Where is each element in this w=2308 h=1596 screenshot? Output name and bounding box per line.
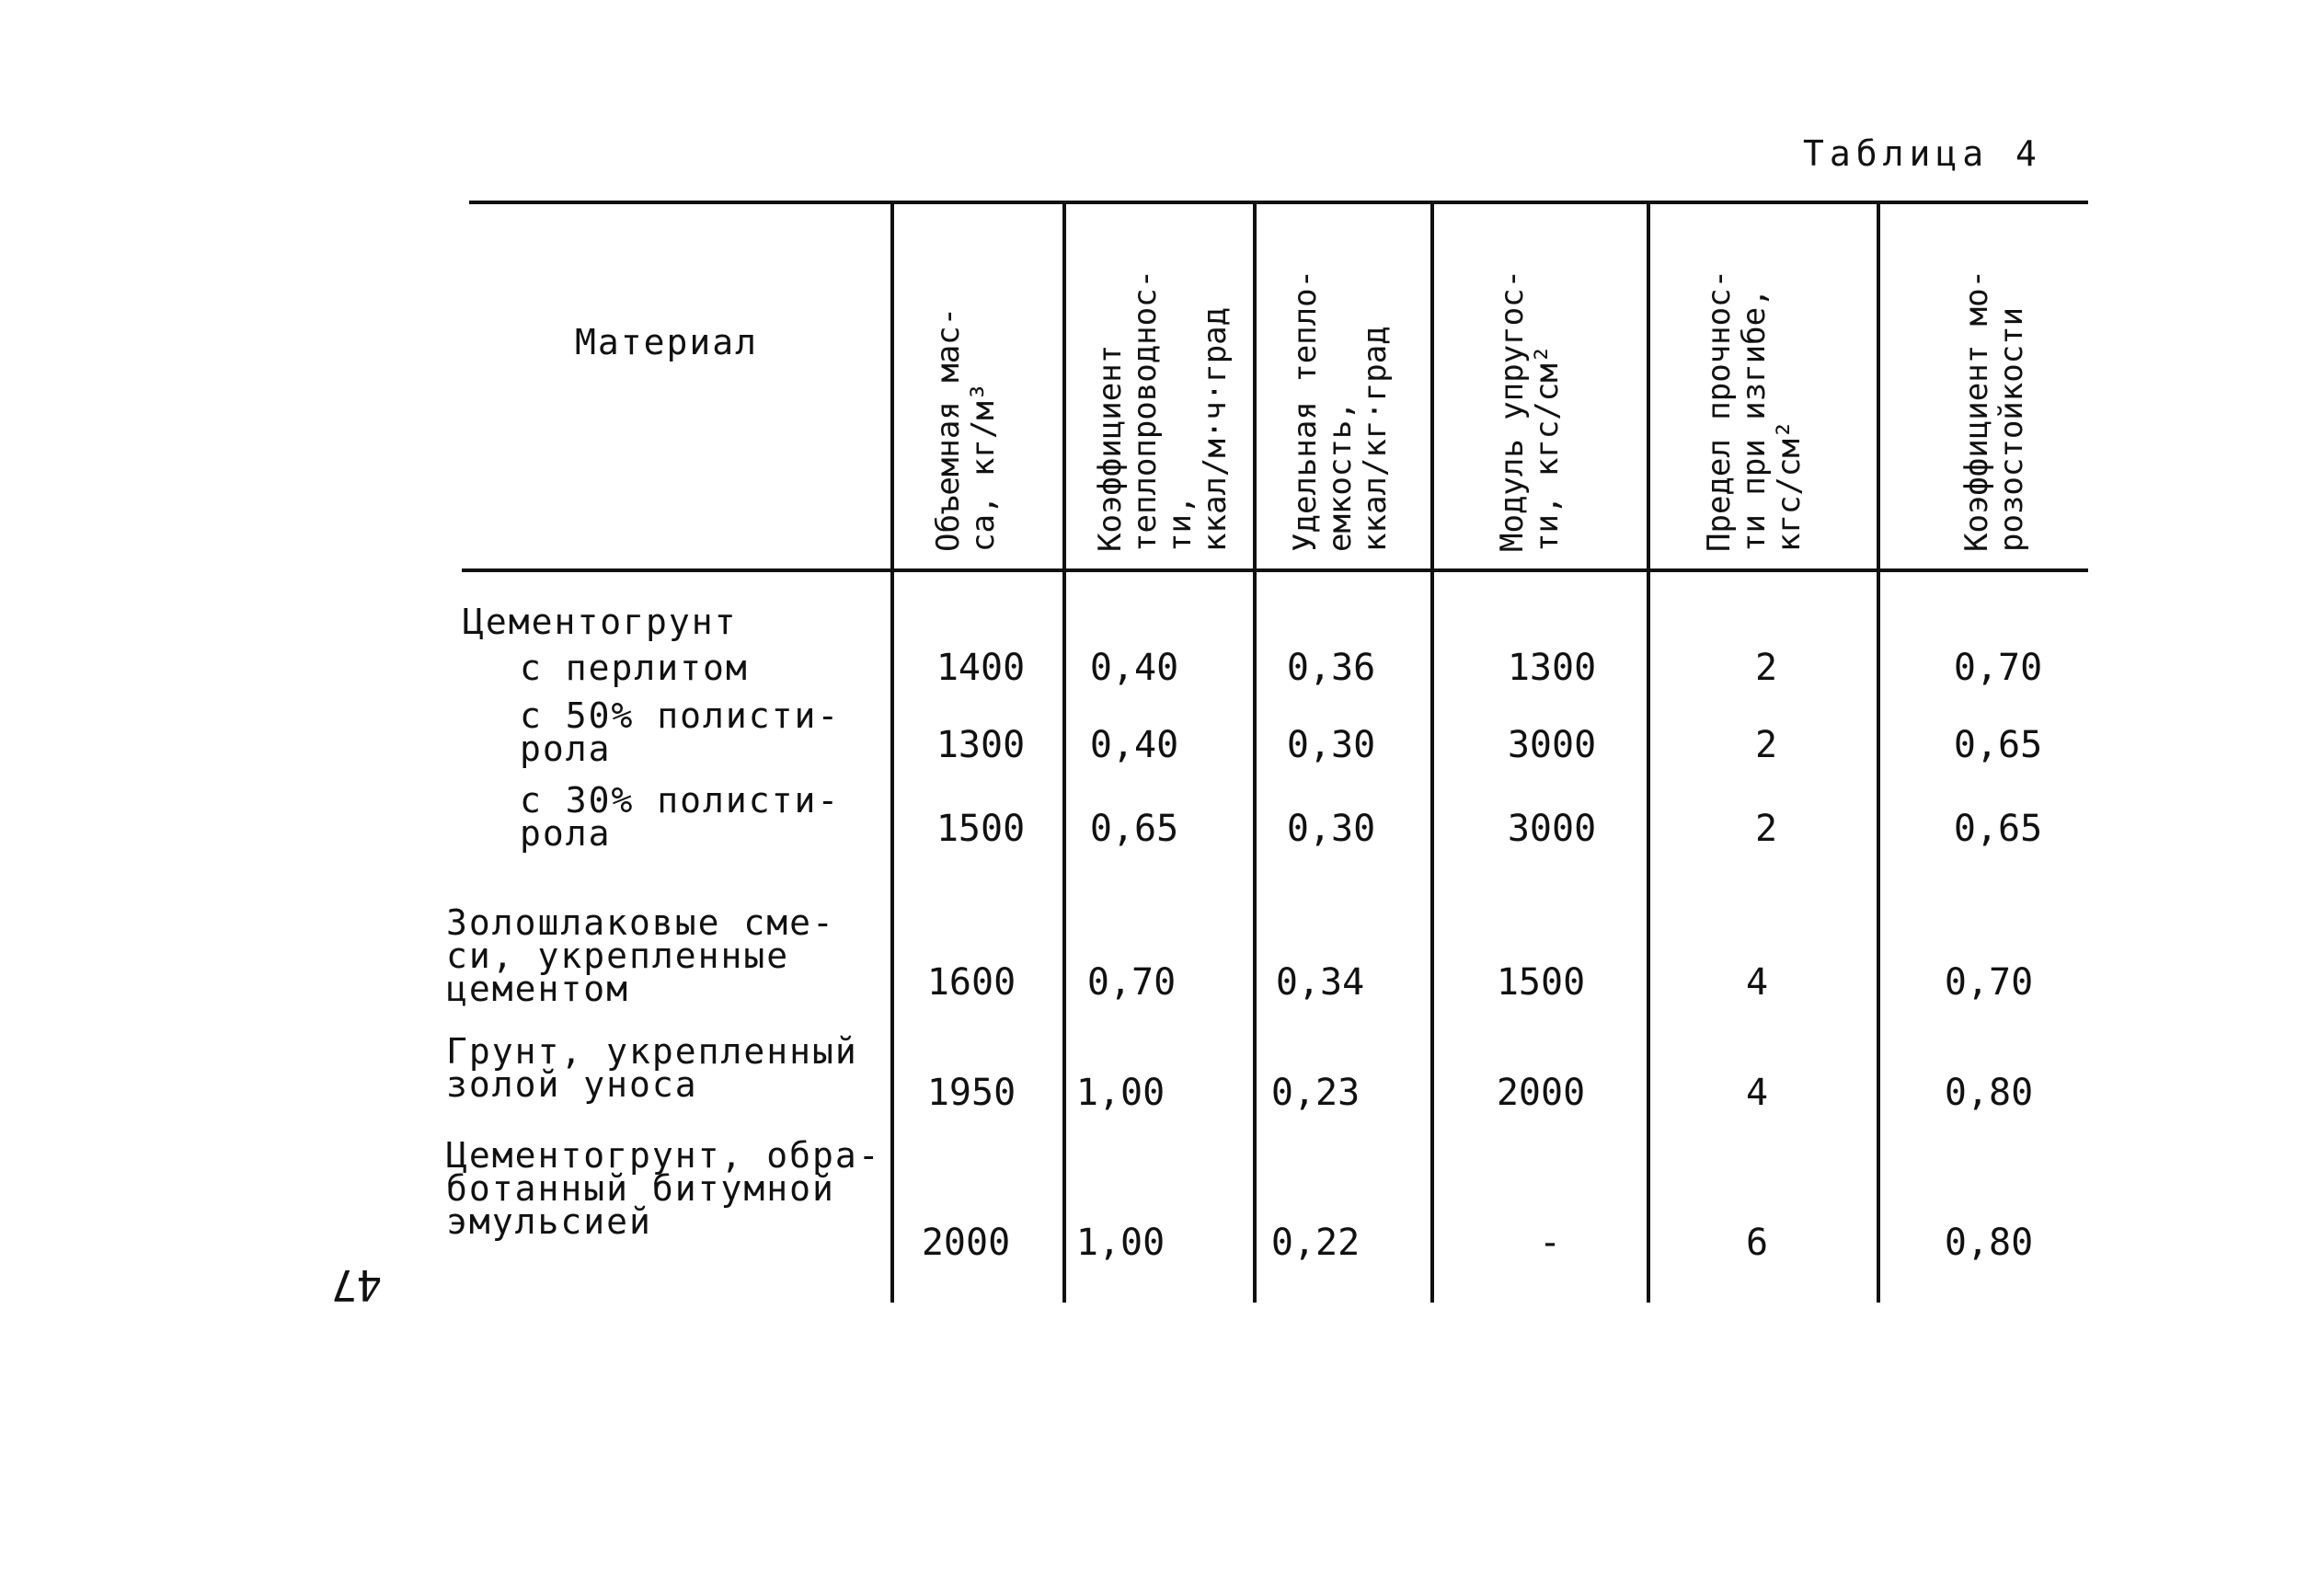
value-cell: 0,70 bbox=[1086, 961, 1177, 1004]
material-name: Золошлаковые сме- си, укрепленные цементом bbox=[446, 902, 835, 1009]
header-line: емкость, bbox=[1322, 401, 1359, 552]
value-cell: 0,65 bbox=[1953, 808, 2043, 850]
material-name: Грунт, укрепленный золой уноса bbox=[446, 1031, 858, 1105]
header-line: Предел прочнос- bbox=[1701, 269, 1738, 552]
header-line: ккал/кг·град bbox=[1357, 326, 1394, 552]
header-line: ти при изгибе, bbox=[1736, 288, 1773, 552]
material-name: с 30% полисти- рола bbox=[520, 780, 841, 854]
value-cell: 3000 bbox=[1507, 724, 1597, 766]
value-cell: 0,30 bbox=[1286, 808, 1376, 850]
header-elastic-modulus bbox=[1495, 212, 1614, 552]
material-name: Цементогрунт, обра- ботанный битумной эмульсией bbox=[446, 1135, 881, 1242]
value-cell: 1400 bbox=[936, 647, 1026, 689]
value-cell: 0,65 bbox=[1089, 808, 1179, 850]
value-cell: 0,70 bbox=[1953, 647, 2043, 689]
header-line: ккал/м·ч·град bbox=[1197, 306, 1234, 552]
top-rule bbox=[469, 201, 2088, 204]
header-line: ти, кгс/см² bbox=[1529, 344, 1566, 552]
header-thermal-conductivity bbox=[1092, 212, 1234, 552]
header-line: теплопроводнос- bbox=[1127, 269, 1164, 552]
value-cell: 2 bbox=[1754, 808, 1778, 850]
header-heat-capacity bbox=[1288, 212, 1407, 552]
value-cell: 0,34 bbox=[1275, 961, 1365, 1004]
header-line: Коэффициент мо- bbox=[1958, 269, 1995, 552]
header-line: кгс/см² bbox=[1771, 419, 1808, 552]
header-bending-strength bbox=[1702, 212, 1821, 552]
value-cell: 1600 bbox=[926, 961, 1016, 1004]
value-cell: 2 bbox=[1754, 647, 1778, 689]
header-line: Объемная мас- bbox=[930, 306, 967, 552]
table-caption: Таблица 4 bbox=[1803, 133, 2042, 174]
value-cell: 1300 bbox=[1507, 647, 1597, 689]
header-rule bbox=[462, 568, 2088, 572]
material-name: с перлитом bbox=[520, 648, 749, 688]
value-cell: 0,30 bbox=[1286, 724, 1376, 766]
value-cell: 0,40 bbox=[1089, 647, 1179, 689]
value-cell: 0,22 bbox=[1270, 1222, 1361, 1264]
value-cell: 0,36 bbox=[1286, 647, 1376, 689]
header-frost-resistance bbox=[1959, 212, 2079, 552]
group-title: Цементогрунт bbox=[463, 602, 738, 642]
column-divider bbox=[1877, 202, 1880, 1303]
header-line: розостойкости bbox=[1993, 306, 2030, 552]
value-cell: 1300 bbox=[936, 724, 1026, 766]
value-cell: - bbox=[1538, 1222, 1562, 1264]
value-cell: 0,80 bbox=[1944, 1072, 2034, 1114]
header-line: ти, bbox=[1162, 495, 1199, 552]
column-divider bbox=[1430, 202, 1434, 1303]
header-material: Материал bbox=[575, 322, 759, 362]
value-cell: 1500 bbox=[936, 808, 1026, 850]
value-cell: 6 bbox=[1745, 1222, 1769, 1264]
material-name: с 50% полисти- рола bbox=[520, 695, 841, 769]
value-cell: 4 bbox=[1745, 961, 1769, 1004]
value-cell: 2000 bbox=[1496, 1072, 1586, 1114]
value-cell: 2 bbox=[1754, 724, 1778, 766]
value-cell: 1,00 bbox=[1075, 1072, 1165, 1114]
value-cell: 1,00 bbox=[1075, 1222, 1165, 1264]
header-bulk-density bbox=[931, 212, 1051, 552]
value-cell: 2000 bbox=[921, 1222, 1011, 1264]
value-cell: 0,65 bbox=[1953, 724, 2043, 766]
value-cell: 1950 bbox=[926, 1072, 1016, 1114]
value-cell: 1500 bbox=[1496, 961, 1586, 1004]
header-line: Коэффициент bbox=[1092, 344, 1129, 552]
value-cell: 3000 bbox=[1507, 808, 1597, 850]
value-cell: 0,80 bbox=[1944, 1222, 2034, 1264]
header-line: Удельная тепло- bbox=[1287, 269, 1324, 552]
value-cell: 4 bbox=[1745, 1072, 1769, 1114]
value-cell: 0,40 bbox=[1089, 724, 1179, 766]
column-divider bbox=[1647, 202, 1650, 1303]
value-cell: 0,23 bbox=[1270, 1072, 1361, 1114]
page-number: 47 bbox=[331, 1260, 383, 1310]
header-line: Модуль упругос- bbox=[1494, 269, 1531, 552]
value-cell: 0,70 bbox=[1944, 961, 2034, 1004]
header-line: са, кг/м³ bbox=[965, 382, 1002, 552]
